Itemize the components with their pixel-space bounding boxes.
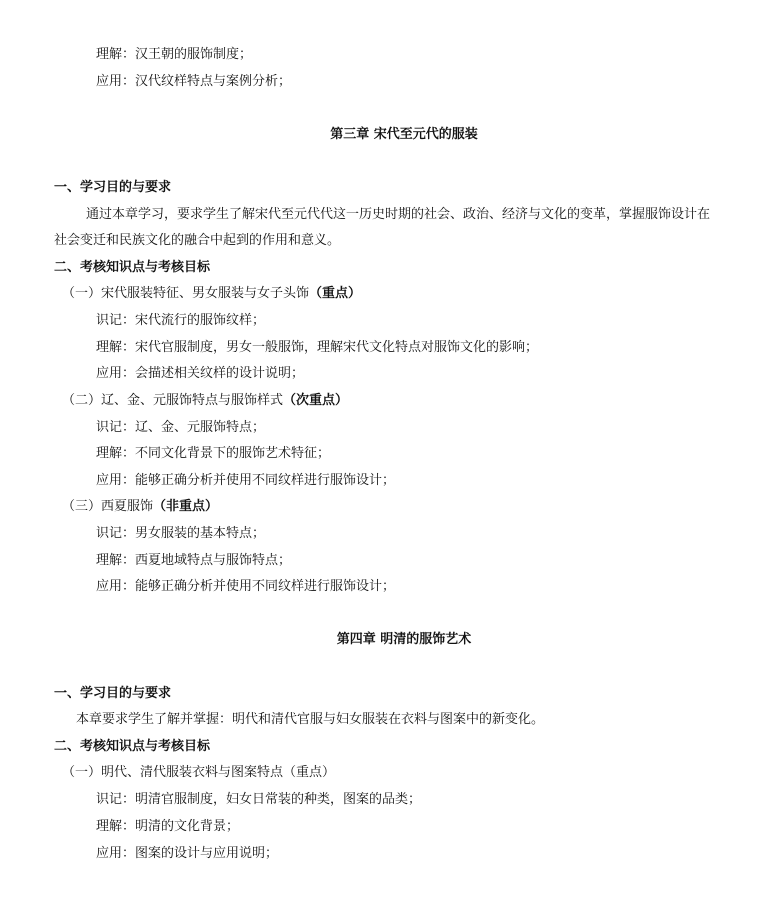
ch3-item3-apply: 应用：能够正确分析并使用不同纹样进行服饰设计；	[96, 579, 396, 594]
ch3-section2-heading: 二、考核知识点与考核目标	[54, 260, 211, 275]
ch3-item1-apply: 应用：会描述相关纹样的设计说明；	[96, 366, 305, 381]
ch3-item1-heading	[62, 286, 361, 302]
chapter3-title: 第三章 宋代至元代的服装	[330, 127, 478, 142]
ch3-item3-emphasis: （非重点）	[153, 499, 219, 514]
ch4-item1-heading: （一）明代、清代服装衣料与图案特点（重点）	[62, 765, 336, 780]
ch3-item3-understand: 理解：西夏地域特点与服饰特点；	[96, 553, 292, 568]
ch3-item1-understand: 理解：宋代官服制度，男女一般服饰，理解宋代文化特点对服饰文化的影响；	[96, 340, 539, 355]
ch3-item1-remember: 识记：宋代流行的服饰纹样；	[96, 313, 266, 328]
ch3-item2-emphasis: （次重点）	[283, 393, 349, 408]
ch3-section1-body-line2: 社会变迁和民族文化的融合中起到的作用和意义。	[54, 233, 341, 248]
ch4-item1-apply: 应用：图案的设计与应用说明；	[96, 846, 279, 861]
ch4-section2-heading: 二、考核知识点与考核目标	[54, 739, 211, 754]
ch3-section1-heading: 一、学习目的与要求	[54, 180, 172, 195]
top-apply-line: 应用：汉代纹样特点与案例分析；	[96, 74, 292, 89]
ch3-item3-heading	[62, 499, 218, 515]
ch3-item3-label: （三）西夏服饰	[62, 499, 154, 514]
ch3-item2-remember: 识记：辽、金、元服饰特点；	[96, 420, 266, 435]
ch3-item2-label: （二）辽、金、元服饰特点与服饰样式	[62, 393, 284, 408]
ch4-item1-understand: 理解：明清的文化背景；	[96, 819, 240, 834]
ch4-section1-body: 本章要求学生了解并掌握：明代和清代官服与妇女服装在衣料与图案中的新变化。	[76, 712, 545, 727]
ch3-item1-label: （一）宋代服装特征、男女服装与女子头饰	[62, 286, 310, 301]
ch3-item2-heading	[62, 393, 348, 409]
ch3-item2-understand: 理解：不同文化背景下的服饰艺术特征；	[96, 446, 331, 461]
ch4-item1-remember: 识记：明清官服制度，妇女日常装的种类，图案的品类；	[96, 792, 422, 807]
ch3-item3-remember: 识记：男女服装的基本特点；	[96, 526, 266, 541]
ch3-item2-apply: 应用：能够正确分析并使用不同纹样进行服饰设计；	[96, 473, 396, 488]
ch4-section1-heading: 一、学习目的与要求	[54, 686, 172, 701]
top-understand-line: 理解：汉王朝的服饰制度；	[96, 47, 253, 62]
chapter4-title: 第四章 明清的服饰艺术	[336, 632, 472, 647]
ch3-item1-emphasis: （重点）	[309, 286, 362, 301]
ch3-section1-body-line1: 通过本章学习，要求学生了解宋代至元代代这一历史时期的社会、政治、经济与文化的变革，掌握服饰设计在	[86, 207, 711, 222]
